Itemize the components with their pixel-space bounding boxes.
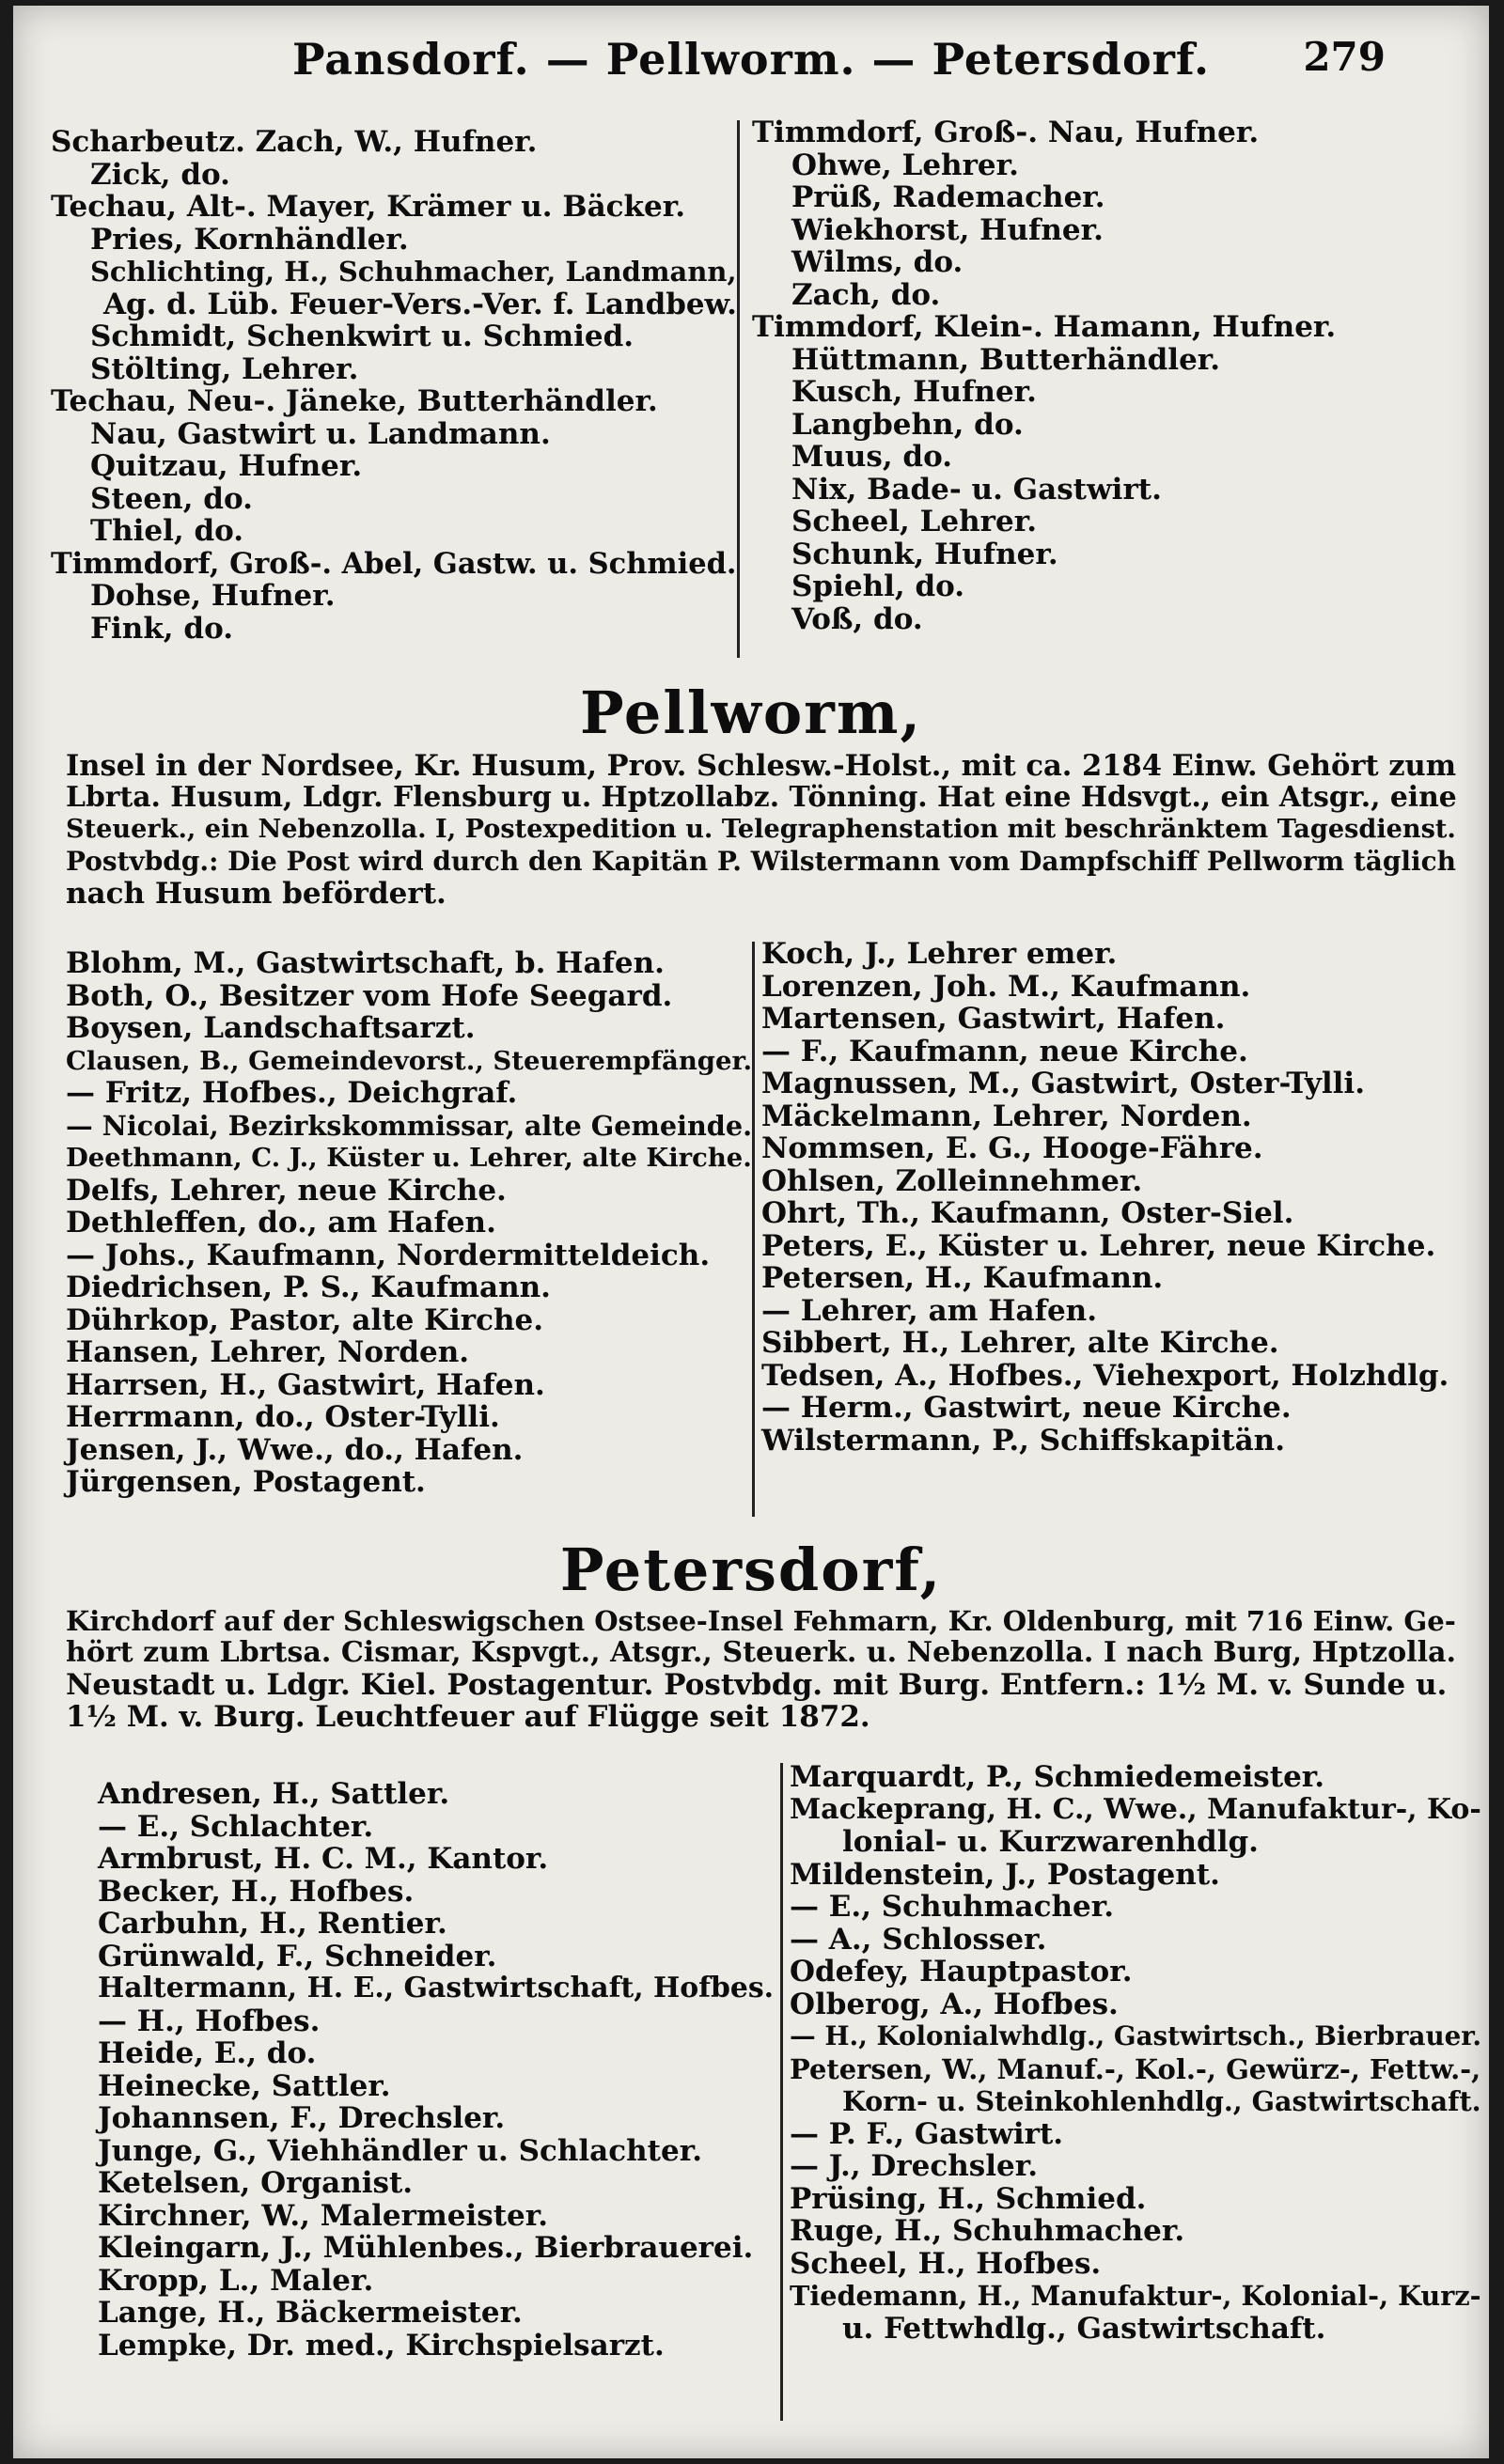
- directory-entry: Armbrust, H. C. M., Kantor.: [98, 1842, 549, 1876]
- directory-entry: — E., Schuhmacher.: [790, 1890, 1114, 1924]
- intro-line: Neustadt u. Ldgr. Kiel. Postagentur. Postvbdg. mit Burg. Entfern.: 1½ M. v. Sunde u.: [66, 1668, 1448, 1702]
- header-title: Pansdorf. — Pellworm. — Petersdorf.: [291, 34, 1211, 85]
- top-left-column: [51, 126, 737, 645]
- intro-line: Kirchdorf auf der Schleswigschen Ostsee-Insel Fehmarn, Kr. Oldenburg, mit 716 Einw. Ge-: [66, 1605, 1456, 1637]
- directory-entry: Kropp, L., Maler.: [98, 2263, 374, 2298]
- directory-entry: Timmdorf, Groß-. Nau, Hufner.: [752, 116, 1260, 149]
- directory-entry: Jürgensen, Postagent.: [66, 1465, 426, 1499]
- directory-entry: Martensen, Gastwirt, Hafen.: [761, 1002, 1226, 1036]
- intro-line: hört zum Lbrtsa. Cismar, Kspvgt., Atsgr., Steuerk. u. Nebenzolla. I nach Burg, Hptzolla.: [66, 1636, 1457, 1669]
- directory-entry: Hüttmann, Butterhändler.: [791, 342, 1221, 377]
- directory-entry: Mackeprang, H. C., Wwe., Manufaktur-, Ko-: [790, 1792, 1481, 1826]
- directory-entry: Thiel, do.: [90, 514, 244, 548]
- directory-entry: Korn- u. Steinkohlenhdlg., Gastwirtschaft.: [842, 2085, 1481, 2117]
- directory-entry: Herrmann, do., Oster-Tylli.: [66, 1400, 500, 1434]
- directory-entry: Timmdorf, Klein-. Hamann, Hufner.: [752, 310, 1337, 344]
- directory-entry: Ag. d. Lüb. Feuer-Vers.-Ver. f. Landbew.: [103, 287, 737, 321]
- directory-entry: Scharbeutz. Zach, W., Hufner.: [51, 125, 538, 159]
- directory-entry: Wilstermann, P., Schiffskapitän.: [761, 1423, 1285, 1458]
- directory-entry: Langbehn, do.: [791, 407, 1024, 442]
- directory-entry: Junge, G., Viehhändler u. Schlachter.: [98, 2133, 703, 2168]
- column-divider: [752, 942, 755, 1517]
- directory-entry: — H., Kolonialwhdlg., Gastwirtsch., Bierbrauer.: [790, 2020, 1481, 2051]
- directory-entry: Nau, Gastwirt u. Landmann.: [90, 416, 551, 451]
- column-divider: [780, 1763, 783, 2421]
- directory-entry: Lempke, Dr. med., Kirchspielsarzt.: [98, 2328, 665, 2363]
- directory-entry: — Herm., Gastwirt, neue Kirche.: [761, 1391, 1292, 1425]
- directory-entry: Timmdorf, Groß-. Abel, Gastw. u. Schmied.: [51, 546, 737, 581]
- directory-entry: Wilms, do.: [791, 245, 964, 279]
- directory-entry: u. Fettwhdlg., Gastwirtschaft.: [842, 2311, 1326, 2346]
- directory-entry: Odefey, Hauptpastor.: [790, 1955, 1133, 1988]
- directory-entry: Magnussen, M., Gastwirt, Oster-Tylli.: [761, 1067, 1365, 1100]
- directory-entry: Techau, Neu-. Jäneke, Butterhändler.: [51, 384, 658, 418]
- intro-line: Lbrta. Husum, Ldgr. Flensburg u. Hptzollabz. Tönning. Hat eine Hdsvgt., ein Atsgr., eine: [66, 781, 1457, 814]
- directory-entry: Deethmann, C. J., Küster u. Lehrer, alte Kirche.: [66, 1143, 752, 1173]
- directory-entry: Carbuhn, H., Rentier.: [98, 1907, 447, 1941]
- directory-entry: Both, O., Besitzer vom Hofe Seegard.: [66, 978, 673, 1013]
- top-right-column: [752, 117, 1466, 635]
- directory-entry: Techau, Alt-. Mayer, Krämer u. Bäcker.: [51, 190, 686, 224]
- directory-entry: Hansen, Lehrer, Norden.: [66, 1335, 470, 1369]
- pellworm-intro: [66, 750, 1457, 910]
- directory-entry: Scheel, Lehrer.: [791, 505, 1038, 538]
- directory-entry: Fink, do.: [90, 611, 233, 646]
- pellworm-right-column: [761, 938, 1476, 1457]
- directory-entry: Zach, do.: [791, 277, 941, 312]
- directory-entry: Schlichting, H., Schuhmacher, Landmann,: [90, 256, 737, 288]
- directory-entry: — Johs., Kaufmann, Nordermitteldeich.: [66, 1238, 711, 1272]
- directory-entry: Mäckelmann, Lehrer, Norden.: [761, 1099, 1252, 1133]
- directory-entry: — F., Kaufmann, neue Kirche.: [761, 1034, 1248, 1068]
- directory-entry: Schunk, Hufner.: [791, 537, 1058, 571]
- directory-entry: Diedrichsen, P. S., Kaufmann.: [66, 1271, 551, 1304]
- directory-entry: Zick, do.: [90, 157, 230, 192]
- directory-entry: Clausen, B., Gemeindevorst., Steuerempfänger.: [66, 1045, 753, 1076]
- petersdorf-right-column: [790, 1761, 1481, 2345]
- directory-entry: Kleingarn, J., Mühlenbes., Bierbrauerei.: [98, 2231, 754, 2265]
- directory-entry: Muus, do.: [791, 440, 953, 474]
- petersdorf-left-column: [98, 1778, 775, 2362]
- directory-entry: Wiekhorst, Hufner.: [791, 212, 1104, 247]
- directory-entry: Koch, J., Lehrer emer.: [761, 937, 1118, 971]
- directory-entry: Lorenzen, Joh. M., Kaufmann.: [761, 969, 1251, 1004]
- directory-entry: — Nicolai, Bezirkskommissar, alte Gemeinde.: [66, 1109, 753, 1142]
- directory-entry: Petersen, W., Manuf.-, Kol.-, Gewürz-, Fettw.-,: [790, 2052, 1481, 2085]
- directory-entry: Heinecke, Sattler.: [98, 2068, 391, 2103]
- directory-entry: — Lehrer, am Hafen.: [761, 1293, 1098, 1328]
- directory-entry: Peters, E., Küster u. Lehrer, neue Kirche.: [761, 1228, 1436, 1263]
- directory-entry: Ohwe, Lehrer.: [791, 148, 1019, 182]
- directory-entry: Kusch, Hufner.: [791, 375, 1037, 409]
- directory-entry: Nix, Bade- u. Gastwirt.: [791, 472, 1162, 507]
- directory-entry: Nommsen, E. G., Hooge-Fähre.: [761, 1131, 1263, 1165]
- intro-line: nach Husum befördert.: [66, 877, 446, 911]
- directory-entry: Becker, H., Hofbes.: [98, 1874, 415, 1909]
- directory-entry: Stölting, Lehrer.: [90, 351, 359, 386]
- directory-entry: Ohlsen, Zolleinnehmer.: [761, 1163, 1143, 1198]
- directory-entry: Schmidt, Schenkwirt u. Schmied.: [90, 320, 634, 353]
- directory-entry: — J., Drechsler.: [790, 2149, 1039, 2183]
- directory-entry: Prüß, Rademacher.: [791, 180, 1105, 214]
- directory-entry: Scheel, H., Hofbes.: [790, 2246, 1102, 2281]
- directory-entry: Dohse, Hufner.: [90, 579, 336, 613]
- directory-entry: Pries, Kornhändler.: [90, 222, 409, 257]
- directory-entry: Spiehl, do.: [791, 569, 965, 603]
- directory-entry: Johannsen, F., Drechsler.: [98, 2101, 506, 2135]
- directory-entry: Marquardt, P., Schmiedemeister.: [790, 1760, 1325, 1794]
- page-number: 279: [1303, 34, 1386, 80]
- directory-entry: Voß, do.: [791, 601, 923, 636]
- directory-entry: Tiedemann, H., Manufaktur-, Kolonial-, Kurz-: [790, 2280, 1481, 2312]
- intro-line: 1½ M. v. Burg. Leuchtfeuer auf Flügge seit 1872.: [66, 1700, 870, 1734]
- directory-entry: Harrsen, H., Gastwirt, Hafen.: [66, 1367, 545, 1402]
- directory-entry: Ohrt, Th., Kaufmann, Oster-Siel.: [761, 1196, 1294, 1230]
- directory-entry: Tedsen, A., Hofbes., Viehexport, Holzhdlg.: [761, 1358, 1449, 1393]
- directory-entry: Ketelsen, Organist.: [98, 2166, 414, 2200]
- petersdorf-title: Petersdorf,: [559, 1536, 943, 1604]
- directory-entry: Mildenstein, J., Postagent.: [790, 1857, 1220, 1892]
- directory-entry: Dührkop, Pastor, alte Kirche.: [66, 1302, 544, 1337]
- directory-entry: Haltermann, H. E., Gastwirtschaft, Hofbes.: [98, 1972, 775, 2004]
- directory-entry: Boysen, Landschaftsarzt.: [66, 1011, 476, 1045]
- directory-entry: Blohm, M., Gastwirtschaft, b. Hafen.: [66, 946, 665, 980]
- directory-entry: Lange, H., Bäckermeister.: [98, 2296, 523, 2330]
- directory-entry: Delfs, Lehrer, neue Kirche.: [66, 1173, 507, 1208]
- directory-entry: Quitzau, Hufner.: [90, 449, 363, 483]
- intro-line: Steuerk., ein Nebenzolla. I, Postexpedition u. Telegraphenstation mit beschränktem Tagesdienst.: [66, 815, 1456, 844]
- directory-entry: — Fritz, Hofbes., Deichgraf.: [66, 1076, 518, 1110]
- pellworm-left-column: [66, 947, 752, 1499]
- directory-entry: Sibbert, H., Lehrer, alte Kirche.: [761, 1326, 1279, 1360]
- directory-entry: — E., Schlachter.: [98, 1809, 374, 1844]
- directory-entry: Kirchner, W., Malermeister.: [98, 2198, 549, 2233]
- directory-entry: Olberog, A., Hofbes.: [790, 1987, 1119, 2021]
- directory-entry: — P. F., Gastwirt.: [790, 2116, 1064, 2151]
- directory-entry: Steen, do.: [90, 481, 253, 516]
- directory-entry: Andresen, H., Sattler.: [98, 1777, 450, 1811]
- running-header: [13, 34, 1489, 100]
- directory-entry: Dethleffen, do., am Hafen.: [66, 1206, 496, 1240]
- directory-entry: Prüsing, H., Schmied.: [790, 2181, 1147, 2216]
- directory-page: [13, 6, 1489, 2458]
- directory-entry: Petersen, H., Kaufmann.: [761, 1261, 1164, 1295]
- directory-entry: — H., Hofbes.: [98, 2004, 321, 2038]
- directory-entry: Grünwald, F., Schneider.: [98, 1939, 497, 1973]
- intro-line: Postvbdg.: Die Post wird durch den Kapitän P. Wilstermann vom Dampfschiff Pellworm täglich: [66, 846, 1456, 877]
- pellworm-title: Pellworm,: [579, 678, 923, 747]
- directory-entry: lonial- u. Kurzwarenhdlg.: [842, 1825, 1259, 1859]
- directory-entry: Ruge, H., Schuhmacher.: [790, 2214, 1185, 2248]
- petersdorf-intro: [66, 1605, 1457, 1733]
- directory-entry: Jensen, J., Wwe., do., Hafen.: [66, 1432, 524, 1467]
- intro-line: Insel in der Nordsee, Kr. Husum, Prov. Schlesw.-Holst., mit ca. 2184 Einw. Gehört zum: [66, 749, 1457, 783]
- column-divider: [737, 120, 740, 658]
- directory-entry: Heide, E., do.: [98, 2036, 317, 2070]
- directory-entry: — A., Schlosser.: [790, 1922, 1047, 1957]
